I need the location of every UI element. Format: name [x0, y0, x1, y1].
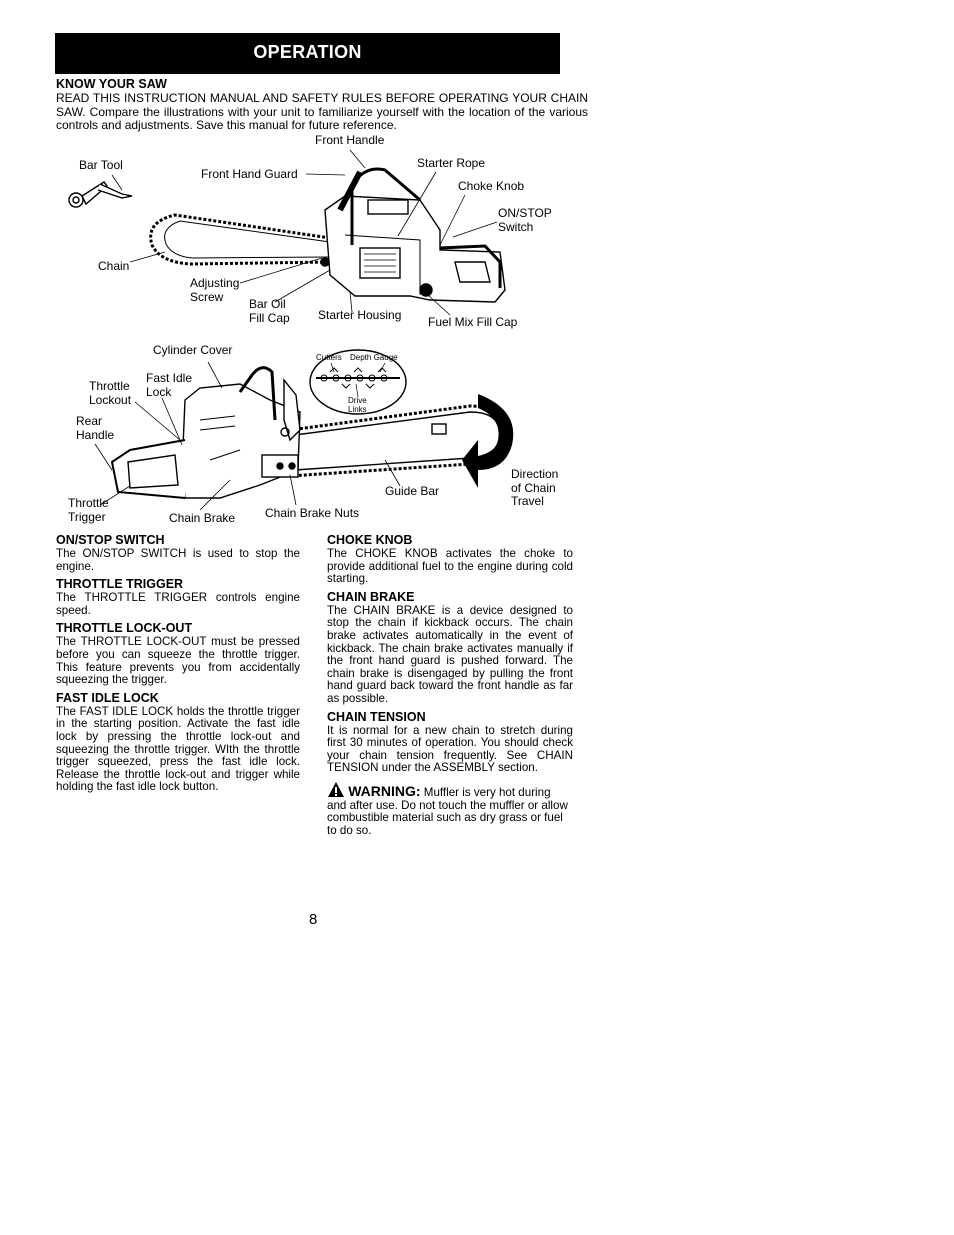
section-title: OPERATION	[253, 42, 362, 62]
warning-block	[327, 781, 573, 837]
section-body: The ON/STOP SWITCH is used to stop the engine.	[56, 547, 300, 573]
section-heading: THROTTLE TRIGGER	[56, 577, 184, 592]
label-line: Travel	[511, 494, 544, 508]
warning-title: WARNING:	[348, 782, 421, 799]
label-depth-gauge: Depth Gauge	[350, 353, 398, 362]
section-body: The THROTTLE LOCK-OUT must be pressed before you can squeeze the throttle trigger. This feature prevents you from accidentally squeezing the trigger.	[56, 635, 300, 687]
page-number: 8	[309, 911, 318, 928]
know-your-saw-heading: KNOW YOUR SAW	[56, 77, 167, 91]
section-heading: CHAIN TENSION	[327, 709, 426, 724]
label-bar-oil-fill-cap	[249, 298, 290, 325]
label-line: Handle	[76, 427, 115, 442]
label-line: Direction	[511, 467, 559, 481]
label-line: Screw	[190, 289, 224, 304]
label-line: Trigger	[68, 509, 106, 524]
label-starter-rope: Starter Rope	[417, 156, 486, 170]
section-heading: ON/STOP SWITCH	[56, 533, 165, 547]
label-line: Drive	[348, 396, 367, 405]
label-throttle-trigger	[68, 497, 109, 524]
section-heading: CHAIN BRAKE	[327, 589, 415, 604]
label-front-hand-guard: Front Hand Guard	[201, 167, 298, 181]
label-throttle-lockout	[89, 380, 131, 407]
label-chain-brake-nuts: Chain Brake Nuts	[265, 506, 360, 520]
label-front-handle: Front Handle	[315, 133, 385, 147]
know-your-saw-body: READ THIS INSTRUCTION MANUAL AND SAFETY RULES BEFORE OPERATING YOUR CHAIN SAW. Compare the illustrations with your unit to familiarize yourself with the location of the various controls and adjustments. Save this manual for future reference.	[56, 91, 588, 133]
label-line: Bar Oil	[249, 297, 286, 311]
right-text-column	[327, 533, 573, 837]
section-body: It is normal for a new chain to stretch during first 30 minutes of operation. You should check your chain tension frequently. See CHAIN TENSION under the ASSEMBLY section.	[327, 723, 573, 775]
label-line: Links	[348, 405, 367, 414]
label-choke-knob: Choke Knob	[458, 179, 525, 193]
label-bar-tool: Bar Tool	[79, 158, 123, 172]
label-direction-of-chain-travel	[511, 468, 558, 509]
section-heading: THROTTLE LOCK-OUT	[56, 621, 193, 636]
bar-tool-drawing	[69, 182, 132, 207]
chainsaw-diagrams	[0, 0, 954, 540]
label-cutters: Cutters	[316, 353, 342, 362]
label-line: Rear	[76, 414, 103, 428]
section-body: The CHOKE KNOB activates the choke to provide additional fuel to the engine during cold starting.	[327, 547, 573, 586]
left-text-column	[56, 533, 300, 798]
section-body: The CHAIN BRAKE is a device designed to stop the chain if kickback occurs. The chain brake activates automatically in the event of kickback. The chain brake activates manually if the front hand guard is pushed forward. The chain brake is disengaged by pulling the front hand guard back toward the front handle as far as possible.	[327, 603, 573, 705]
label-line: Throttle	[89, 379, 130, 393]
label-line: Lock	[146, 384, 172, 399]
label-fuel-mix-fill-cap: Fuel Mix Fill Cap	[428, 315, 518, 329]
label-chain-brake: Chain Brake	[169, 511, 236, 525]
section-heading: CHOKE KNOB	[327, 533, 413, 547]
bottom-saw-body	[182, 384, 300, 498]
warning-body: Muffler is very hot during and after use. Do not touch the muffler or allow combustible material such as dry grass or fuel to do so.	[327, 785, 568, 837]
label-chain: Chain	[98, 259, 130, 273]
label-line: Fast Idle	[146, 371, 193, 385]
label-cylinder-cover: Cylinder Cover	[153, 343, 233, 357]
label-line: Lockout	[89, 392, 132, 407]
label-drive-links	[348, 396, 367, 414]
section-body: The THROTTLE TRIGGER controls engine speed.	[56, 591, 300, 617]
top-chainsaw-illustration	[69, 169, 505, 302]
label-guide-bar: Guide Bar	[385, 484, 440, 498]
label-line: Adjusting	[190, 276, 240, 290]
label-line: Switch	[498, 219, 534, 234]
label-rear-handle	[76, 415, 114, 442]
label-line: of Chain	[511, 480, 556, 495]
label-line: ON/STOP	[498, 206, 552, 220]
warning-triangle-icon	[327, 781, 345, 798]
label-fast-idle-lock	[146, 372, 192, 399]
label-on-stop-switch	[498, 207, 552, 234]
label-line: Fill Cap	[249, 310, 290, 325]
label-starter-housing: Starter Housing	[318, 308, 402, 322]
label-adjusting-screw	[190, 277, 239, 304]
section-body: The FAST IDLE LOCK holds the throttle trigger in the starting position. Activate the fast idle lock by pressing the throttle lock-out and squeezing the throttle trigger. WIth the throttle trigger squeezed, press the fast idle lock. Release the throttle lock-out and trigger while holding the fast idle lock button.	[56, 704, 300, 794]
section-heading: FAST IDLE LOCK	[56, 690, 159, 705]
label-line: Throttle	[68, 496, 109, 510]
